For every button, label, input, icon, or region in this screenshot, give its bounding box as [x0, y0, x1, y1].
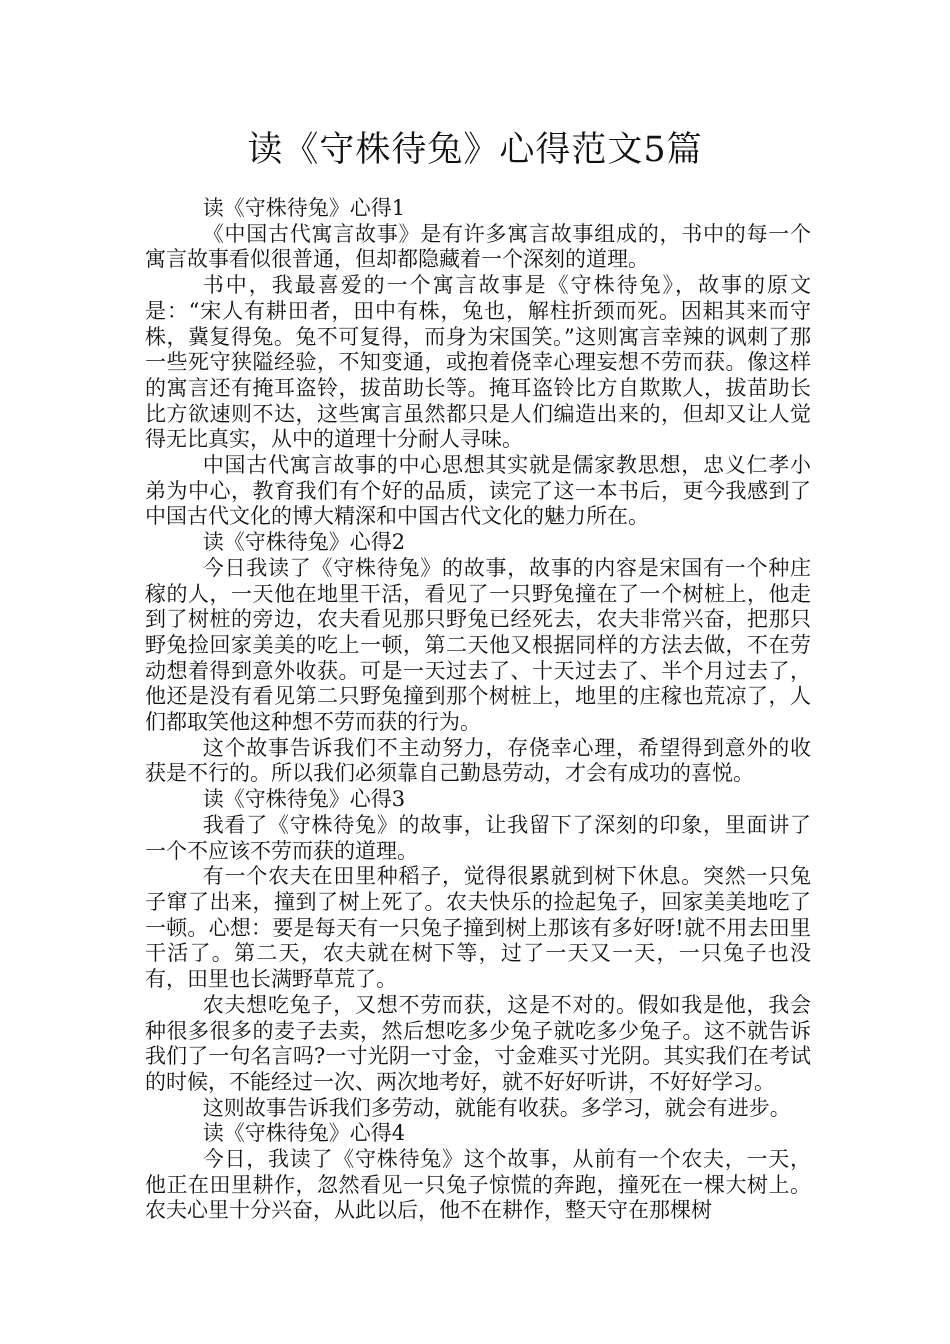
document-title: 读《守株待兔》心得范文5篇: [247, 130, 703, 170]
section-heading-1: 读《守株待兔》心得1: [202, 196, 406, 220]
paragraph: 这则故事告诉我们多劳动，就能有收获。多学习，就会有进步。: [202, 1095, 791, 1120]
paragraph: 《中国古代寓言故事》是有许多寓言故事组成的，书中的每一个寓言故事看似很普通，但却都隐藏着一个深刻的道理。: [145, 221, 811, 272]
paragraph: 我看了《守株待兔》的故事，让我留下了深刻的印象，里面讲了一个不应该不劳而获的道理。: [145, 812, 811, 863]
paragraph: 书中，我最喜爱的一个寓言故事是《守株待兔》，故事的原文是：“宋人有耕田者，田中有株，兔也，解柱折颈而死。因耜其来而守株，冀复得兔。兔不可复得，而身为宋国笑。”这则寓言幸辣的讽刺了那一些死守狭隘经验，不知变通，或抱着侥幸心理妄想不劳而获。像这样的寓言还有掩耳盗铃，拔苗助长等。掩耳盗铃比方自欺欺人，拔苗助长比方欲速则不达，这些寓言虽然都只是人们编造出来的，但却又让人觉得无比真实，从中的道理十分耐人寻味。: [145, 273, 811, 452]
paragraph: 有一个农夫在田里种稻子，觉得很累就到树下休息。突然一只兔子窜了出来，撞到了树上死了。农夫快乐的捡起兔子，回家美美地吃了一顿。心想：要是每天有一只兔子撞到树上那该有多好呀!就不用去田里干活了。第二天，农夫就在树下等，过了一天又一天，一只兔子也没有，田里也长满野草荒了。: [145, 864, 811, 992]
document-body: [145, 196, 811, 1224]
paragraph: 农夫想吃兔子，又想不劳而获，这是不对的。假如我是他，我会种很多很多的麦子去卖，然后想吃多少兔子就吃多少兔子。这不就告诉我们了一句名言吗?一寸光阴一寸金，寸金难买寸光阴。其实我们在考试的时候，不能经过一次、两次地考好，就不好好听讲，不好好学习。: [145, 992, 811, 1094]
section-heading-4: 读《守株待兔》心得4: [202, 1121, 406, 1146]
paragraph: 今日我读了《守株待兔》的故事，故事的内容是宋国有一个种庄稼的人，一天他在地里干活，看见了一只野兔撞在了一个树桩上，他走到了树桩的旁边，农夫看见那只野兔已经死去，农夫非常兴奋，把那只野兔捡回家美美的吃上一顿，第二天他又根据同样的方法去做，不在劳动想着得到意外收获。可是一天过去了、十天过去了、半个月过去了，他还是没有看见第二只野兔撞到那个树桩上，地里的庄稼也荒凉了，人们都取笑他这种想不劳而获的行为。: [145, 555, 811, 735]
paragraph: 这个故事告诉我们不主动努力，存侥幸心理，希望得到意外的收获是不行的。所以我们必须靠自己勤恳劳动，才会有成功的喜悦。: [145, 735, 811, 786]
paragraph: 中国古代寓言故事的中心思想其实就是儒家教思想，忠义仁孝小弟为中心，教育我们有个好的品质，读完了这一本书后，更今我感到了中国古代文化的博大精深和中国古代文化的魅力所在。: [145, 453, 811, 529]
section-heading-2: 读《守株待兔》心得2: [202, 530, 406, 555]
section-heading-3: 读《守株待兔》心得3: [202, 787, 406, 812]
paragraph: 今日，我读了《守株待兔》这个故事，从前有一个农夫，一天，他正在田里耕作，忽然看见一只兔子惊慌的奔跑，撞死在一棵大树上。农夫心里十分兴奋，从此以后，他不在耕作，整天守在那棵树: [145, 1147, 811, 1223]
